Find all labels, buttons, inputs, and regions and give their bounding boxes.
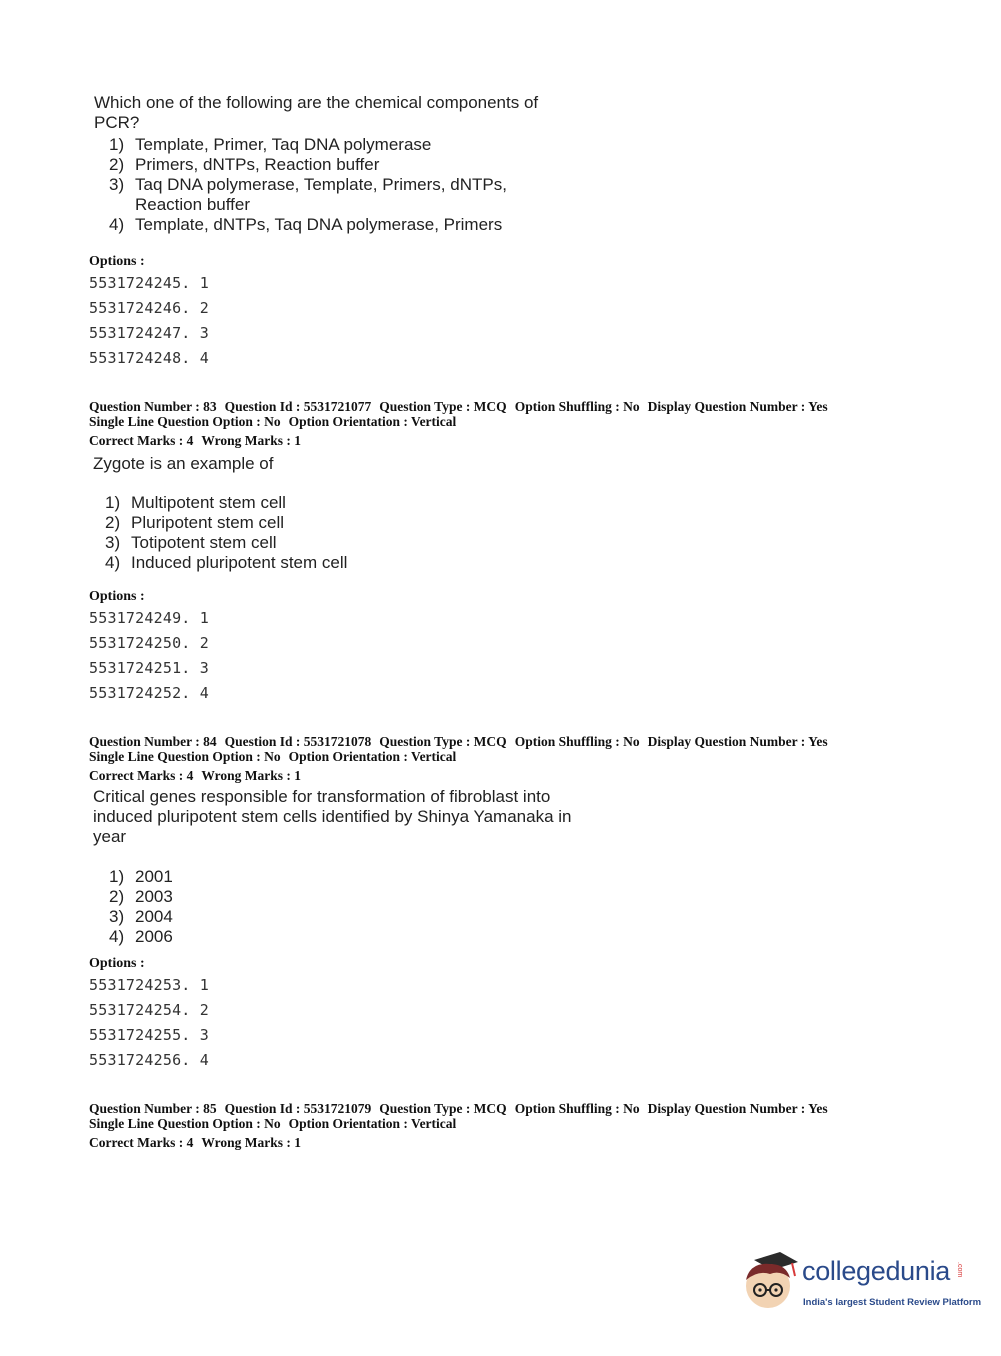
options-label: Options : (89, 956, 145, 971)
question-83-meta-line1: Question Number : 83 Question Id : 5531721077 Question Type : MCQ Option Shuffling : No Display Question Number : Yes (89, 399, 828, 414)
choice-item: 3) Totipotent stem cell (105, 533, 277, 552)
choice-item: 1) Multipotent stem cell (105, 493, 286, 512)
choice-item: 4) 2006 (109, 927, 173, 946)
question-84-meta-line2: Single Line Question Option : No Option Orientation : Vertical (89, 749, 457, 764)
option-id: 5531724254. 2 (89, 1001, 209, 1019)
option-id: 5531724252. 4 (89, 684, 209, 702)
choice-item: 2) Pluripotent stem cell (105, 513, 285, 532)
question-stem: Which one of the following are the chemical components of PCR? (94, 93, 539, 132)
option-id: 5531724245. 1 (89, 274, 209, 292)
choice-item: 4) Template, dNTPs, Taq DNA polymerase, Primers (109, 215, 503, 234)
question-85-marks: Correct Marks : 4 Wrong Marks : 1 (89, 1135, 301, 1150)
collegedunia-logo (740, 1248, 982, 1318)
choice-list (105, 493, 347, 573)
choice-item: 2) Primers, dNTPs, Reaction buffer (109, 155, 380, 174)
logo-name: collegedunia (802, 1256, 951, 1286)
option-id: 5531724250. 2 (89, 634, 209, 652)
choice-item: 3) Taq DNA polymerase, Template, Primers, dNTPs, Reaction buffer (109, 175, 507, 214)
choice-list (109, 135, 538, 235)
options-label: Options : (89, 589, 145, 604)
question-84-body (93, 787, 572, 947)
question-stem: Critical genes responsible for transformation of fibroblast into induced pluripotent stem cells identified by Shinya Yamanaka in year (93, 787, 572, 846)
option-id: 5531724255. 3 (89, 1026, 209, 1044)
option-id: 5531724248. 4 (89, 349, 209, 367)
choice-item: 2) 2003 (109, 887, 173, 906)
choice-list (109, 867, 572, 947)
logo-com: .com (956, 1262, 963, 1278)
option-id: 5531724256. 4 (89, 1051, 209, 1069)
option-id: 5531724246. 2 (89, 299, 209, 317)
choice-item: 1) Template, Primer, Taq DNA polymerase (109, 135, 432, 154)
logo-tagline: India's largest Student Review Platform (803, 1297, 982, 1308)
question-83-marks: Correct Marks : 4 Wrong Marks : 1 (89, 433, 301, 448)
option-id: 5531724251. 3 (89, 659, 209, 677)
option-id: 5531724249. 1 (89, 609, 209, 627)
mascot-icon (740, 1250, 800, 1312)
question-85-meta-line2: Single Line Question Option : No Option Orientation : Vertical (89, 1116, 457, 1131)
question-84-meta-line1: Question Number : 84 Question Id : 5531721078 Question Type : MCQ Option Shuffling : No Display Question Number : Yes (89, 734, 828, 749)
question-stem: Zygote is an example of (93, 454, 274, 473)
question-84-marks: Correct Marks : 4 Wrong Marks : 1 (89, 768, 301, 783)
question-82-body (94, 93, 538, 235)
choice-item: 3) 2004 (109, 907, 173, 926)
question-85-meta-line1: Question Number : 85 Question Id : 5531721079 Question Type : MCQ Option Shuffling : No Display Question Number : Yes (89, 1101, 828, 1116)
option-id: 5531724253. 1 (89, 976, 209, 994)
choice-item: 1) 2001 (109, 867, 173, 886)
question-83-meta-line2: Single Line Question Option : No Option Orientation : Vertical (89, 414, 457, 429)
question-83-body (93, 454, 347, 573)
option-id: 5531724247. 3 (89, 324, 209, 342)
options-label: Options : (89, 254, 145, 269)
choice-item: 4) Induced pluripotent stem cell (105, 553, 348, 572)
